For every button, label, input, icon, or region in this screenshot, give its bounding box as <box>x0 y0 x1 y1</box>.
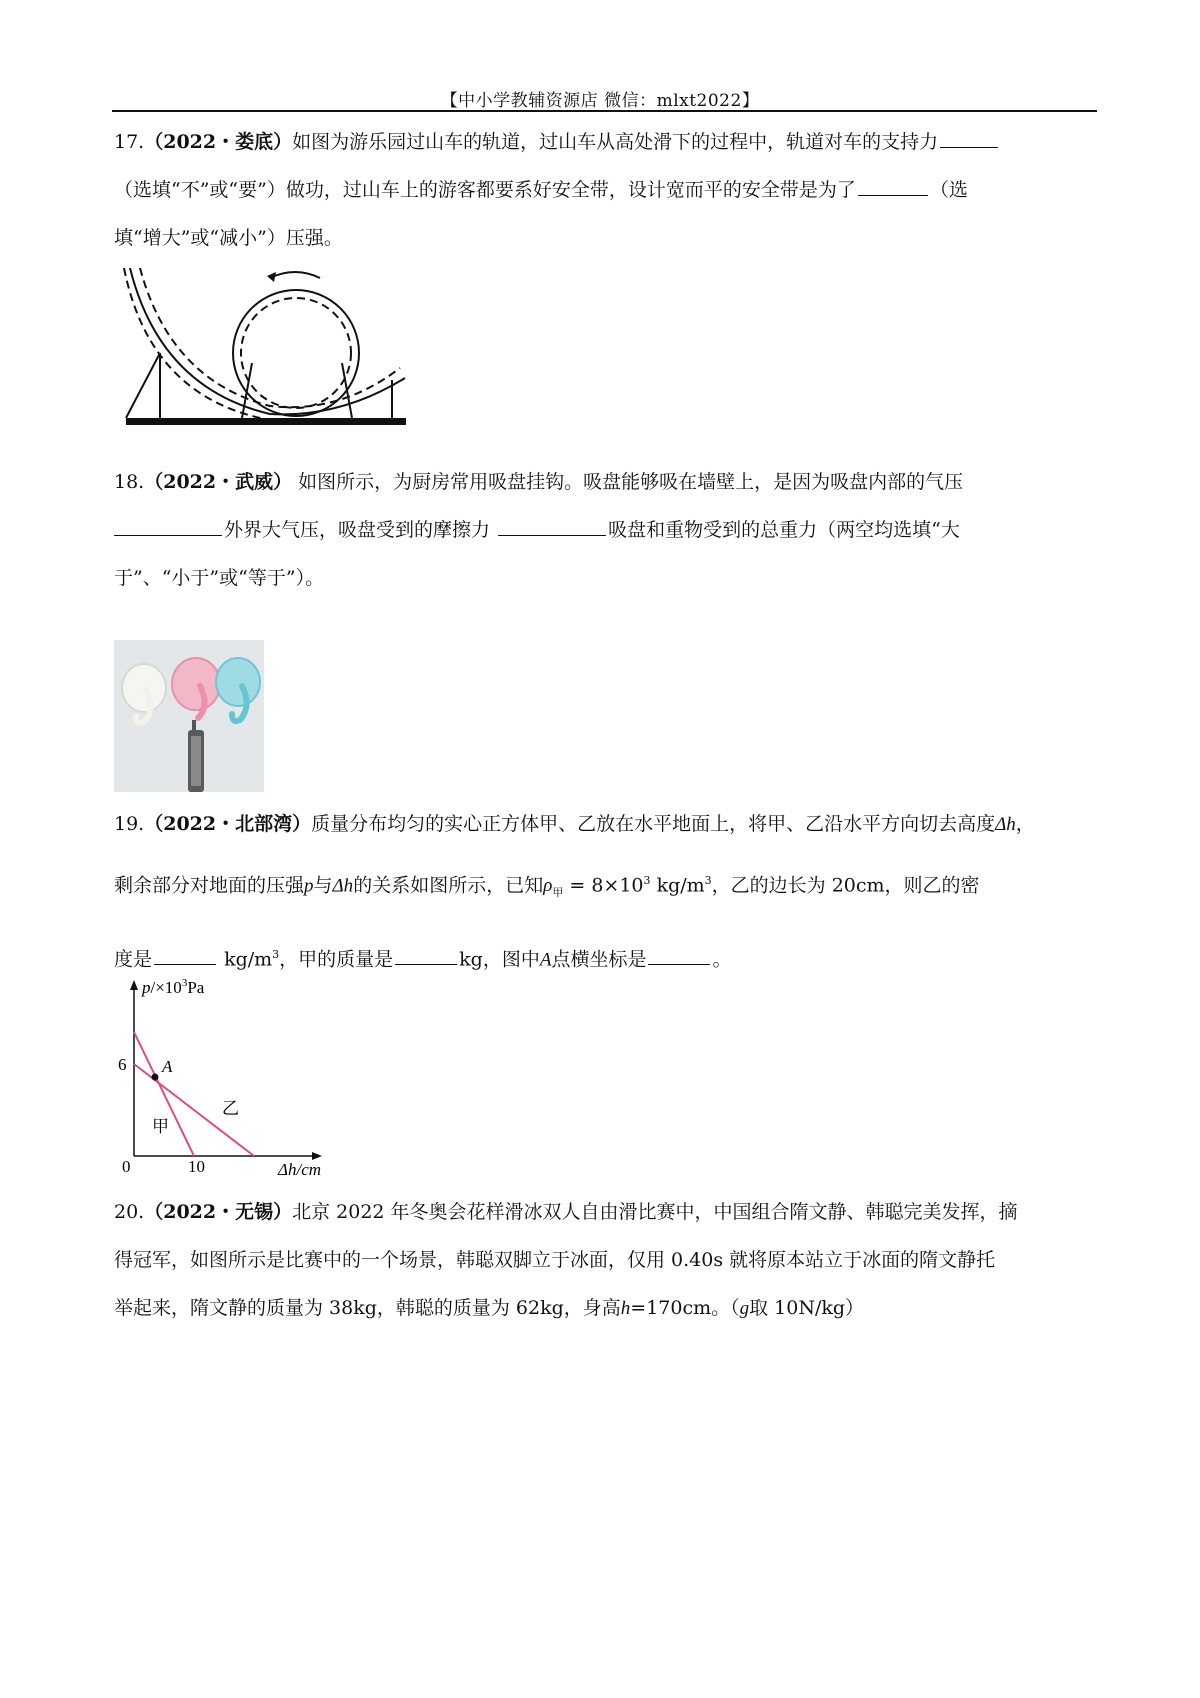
q19-blank-3[interactable] <box>648 963 710 965</box>
q19-p: p <box>304 875 314 897</box>
q18-source: （2022・武威） <box>144 471 293 493</box>
q18-line2b: 吸盘和重物受到的总重力（两空均选填“大 <box>608 519 960 541</box>
x-axis-arrow <box>312 1152 322 1160</box>
q19-equation: = 8×10 <box>569 874 644 897</box>
roller-coaster-figure <box>120 268 420 438</box>
q18-number: 18. <box>114 471 145 493</box>
q19-rho <box>543 875 564 900</box>
x-axis-label: Δh/cm <box>278 1160 322 1176</box>
point-a-label: A <box>162 1057 173 1076</box>
q19-line3c: ，甲的质量是 <box>279 948 394 971</box>
question-20 <box>114 1188 1104 1333</box>
q19-line3e: 点横坐标是 <box>551 948 647 971</box>
q19-eq-unit-exp: 3 <box>704 874 712 887</box>
q19-delta-h: Δh <box>995 814 1016 835</box>
q20-line3a: 举起来，隋文静的质量为 38kg，韩聪的质量为 62kg，身高 <box>114 1297 621 1319</box>
q20-line2: 得冠军，如图所示是比赛中的一个场景，韩聪双脚立于冰面，仅用 0.40s 就将原本站立于冰面的隋文静托 <box>114 1249 996 1271</box>
q18-line2a: 外界大气压，吸盘受到的摩擦力 <box>224 519 491 541</box>
q20-g: g <box>739 1298 750 1319</box>
q18-blank-2[interactable] <box>498 534 606 536</box>
origin-label: 0 <box>122 1157 131 1176</box>
q20-line3b: =170cm。（ <box>630 1297 740 1319</box>
q17-number: 17. <box>114 131 145 153</box>
q19-line2a: 剩余部分对地面的压强 <box>114 874 305 897</box>
q17-blank-2[interactable] <box>858 194 928 196</box>
q19-line2d: ，乙的边长为 20cm，则乙的密 <box>711 874 980 897</box>
y-label-p: p <box>142 978 151 997</box>
header-rule <box>112 110 1097 112</box>
y-tick-6: 6 <box>118 1055 127 1074</box>
series-jia-label: 甲 <box>152 1117 169 1137</box>
q20-number: 20. <box>114 1201 145 1223</box>
q18-line1: 如图所示，为厨房常用吸盘挂钩。吸盘能够吸在墙壁上，是因为吸盘内部的气压 <box>292 471 964 493</box>
q17-line2-end: （选 <box>929 179 968 201</box>
y-label-pa: Pa <box>187 978 205 997</box>
q17-blank-1[interactable] <box>940 146 998 148</box>
q20-line1: 北京 2022 年冬奥会花样滑冰双人自由滑比赛中，中国组合隋文静、韩聪完美发挥，摘 <box>292 1201 1018 1223</box>
q18-line3: 于”、“小于”或“等于”）。 <box>114 567 325 589</box>
question-18 <box>114 458 1104 602</box>
q19-line2b: 与 <box>313 874 333 897</box>
x-tick-10: 10 <box>188 1157 205 1176</box>
q19-line1a: 质量分布均匀的实心正方体甲、乙放在水平地面上，将甲、乙沿水平方向切去高度 <box>311 813 996 835</box>
q18-blank-1[interactable] <box>114 534 222 536</box>
q19-eq-unit: kg/m <box>650 874 705 897</box>
pressure-graph <box>110 976 360 1176</box>
q19-source: （2022・北部湾） <box>144 813 312 835</box>
q19-eq-exp: 3 <box>643 874 651 887</box>
q19-line2c: 的关系如图所示，已知 <box>353 874 544 897</box>
q19-line3a: 度是 <box>114 948 153 971</box>
question-17 <box>114 118 1104 262</box>
y-label-unit: /×10 <box>150 978 182 997</box>
q20-line3c: 取 10N/kg） <box>749 1297 865 1319</box>
q17-line2: （选填“不”或“要”）做功，过山车上的游客都要系好安全带，设计宽而平的安全带是为了 <box>114 179 856 201</box>
q19-point-a: A <box>539 949 552 971</box>
q17-source: （2022・娄底） <box>144 131 293 153</box>
suction-hook-photo <box>114 640 264 792</box>
q19-delta-h-2: Δh <box>332 875 354 897</box>
rho-subscript: 甲 <box>552 887 564 900</box>
q19-line3f: 。 <box>712 948 732 971</box>
question-19 <box>114 796 1104 988</box>
q17-line1: 如图为游乐园过山车的轨道，过山车从高处滑下的过程中，轨道对车的支持力 <box>292 131 939 153</box>
line-jia <box>134 1032 194 1156</box>
q17-line3: 填“增大”或“减小”）压强。 <box>114 227 343 249</box>
q19-number: 19. <box>114 813 145 835</box>
y-label-exp: 3 <box>181 977 188 989</box>
svg-text:p/×103Pa <box>141 977 205 997</box>
y-axis-arrow <box>130 980 138 990</box>
rho-symbol: ρ <box>543 875 553 897</box>
q19-blank-2[interactable] <box>395 963 457 965</box>
series-yi-label: 乙 <box>222 1099 239 1119</box>
q19-line3b-exp: 3 <box>272 948 280 962</box>
q19-line3b: kg/m <box>224 948 273 971</box>
q19-blank-1[interactable] <box>154 963 216 965</box>
q20-h: h <box>620 1298 631 1319</box>
page-header: 【中小学教辅资源店 微信：mlxt2022】 <box>440 91 760 111</box>
q20-source: （2022・无锡） <box>144 1201 293 1223</box>
q19-line3d: kg，图中 <box>459 948 540 971</box>
point-a-dot <box>152 1074 159 1081</box>
q19-line1c: ， <box>1015 813 1035 835</box>
